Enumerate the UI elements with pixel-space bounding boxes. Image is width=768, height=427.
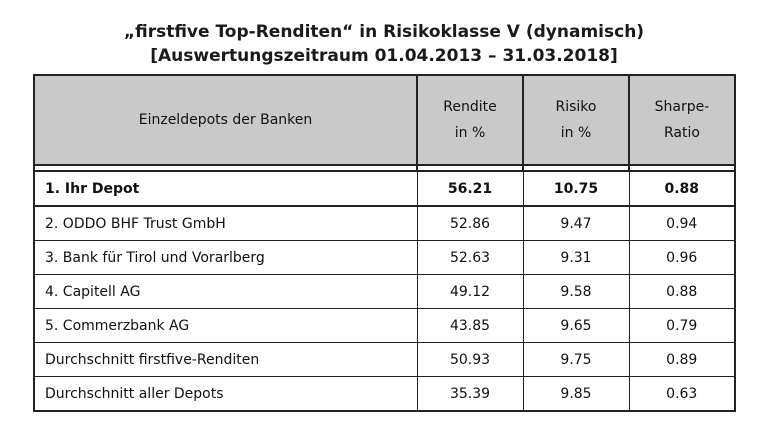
table-row: [34, 377, 735, 412]
ranking-table: [33, 74, 736, 412]
header-risiko-line1: Risiko: [555, 99, 597, 115]
header-rendite-line1: Rendite: [443, 99, 497, 115]
table-header-row: [34, 75, 735, 165]
row-rendite: 50.93: [417, 343, 523, 377]
table-row: [34, 206, 735, 241]
header-rendite: [417, 75, 523, 165]
row-rendite: 52.86: [417, 206, 523, 241]
header-risiko-line2: in %: [560, 125, 592, 141]
header-risiko: [523, 75, 629, 165]
row-risiko: 10.75: [523, 171, 629, 206]
row-risiko: 9.65: [523, 309, 629, 343]
row-risiko: 9.85: [523, 377, 629, 412]
table-row: [34, 171, 735, 206]
row-sharpe: 0.63: [629, 377, 735, 412]
row-sharpe: 0.79: [629, 309, 735, 343]
table-row: [34, 275, 735, 309]
table-row: [34, 343, 735, 377]
row-sharpe: 0.88: [629, 275, 735, 309]
row-name: 1. Ihr Depot: [34, 171, 417, 206]
table-row: [34, 309, 735, 343]
title-line-2: [Auswertungszeitraum 01.04.2013 – 31.03.2018]: [150, 46, 618, 66]
row-sharpe: 0.89: [629, 343, 735, 377]
row-name: Durchschnitt aller Depots: [34, 377, 417, 412]
row-name: 3. Bank für Tirol und Vorarlberg: [34, 241, 417, 275]
row-sharpe: 0.88: [629, 171, 735, 206]
header-rendite-line2: in %: [454, 125, 486, 141]
row-name: 2. ODDO BHF Trust GmbH: [34, 206, 417, 241]
row-risiko: 9.58: [523, 275, 629, 309]
row-risiko: 9.47: [523, 206, 629, 241]
row-name: 5. Commerzbank AG: [34, 309, 417, 343]
header-name: Einzeldepots der Banken: [34, 75, 417, 165]
header-sharpe-line2: Ratio: [664, 125, 700, 141]
row-sharpe: 0.96: [629, 241, 735, 275]
header-sharpe-line1: Sharpe-: [654, 99, 710, 115]
title-line-1: „firstfive Top-Renditen“ in Risikoklasse V (dynamisch): [123, 22, 645, 42]
row-rendite: 56.21: [417, 171, 523, 206]
row-rendite: 49.12: [417, 275, 523, 309]
row-rendite: 52.63: [417, 241, 523, 275]
row-name: Durchschnitt firstfive-Renditen: [34, 343, 417, 377]
row-rendite: 35.39: [417, 377, 523, 412]
row-rendite: 43.85: [417, 309, 523, 343]
row-name: 4. Capitell AG: [34, 275, 417, 309]
row-sharpe: 0.94: [629, 206, 735, 241]
header-sharpe: [629, 75, 735, 165]
table-row: [34, 241, 735, 275]
row-risiko: 9.31: [523, 241, 629, 275]
row-risiko: 9.75: [523, 343, 629, 377]
